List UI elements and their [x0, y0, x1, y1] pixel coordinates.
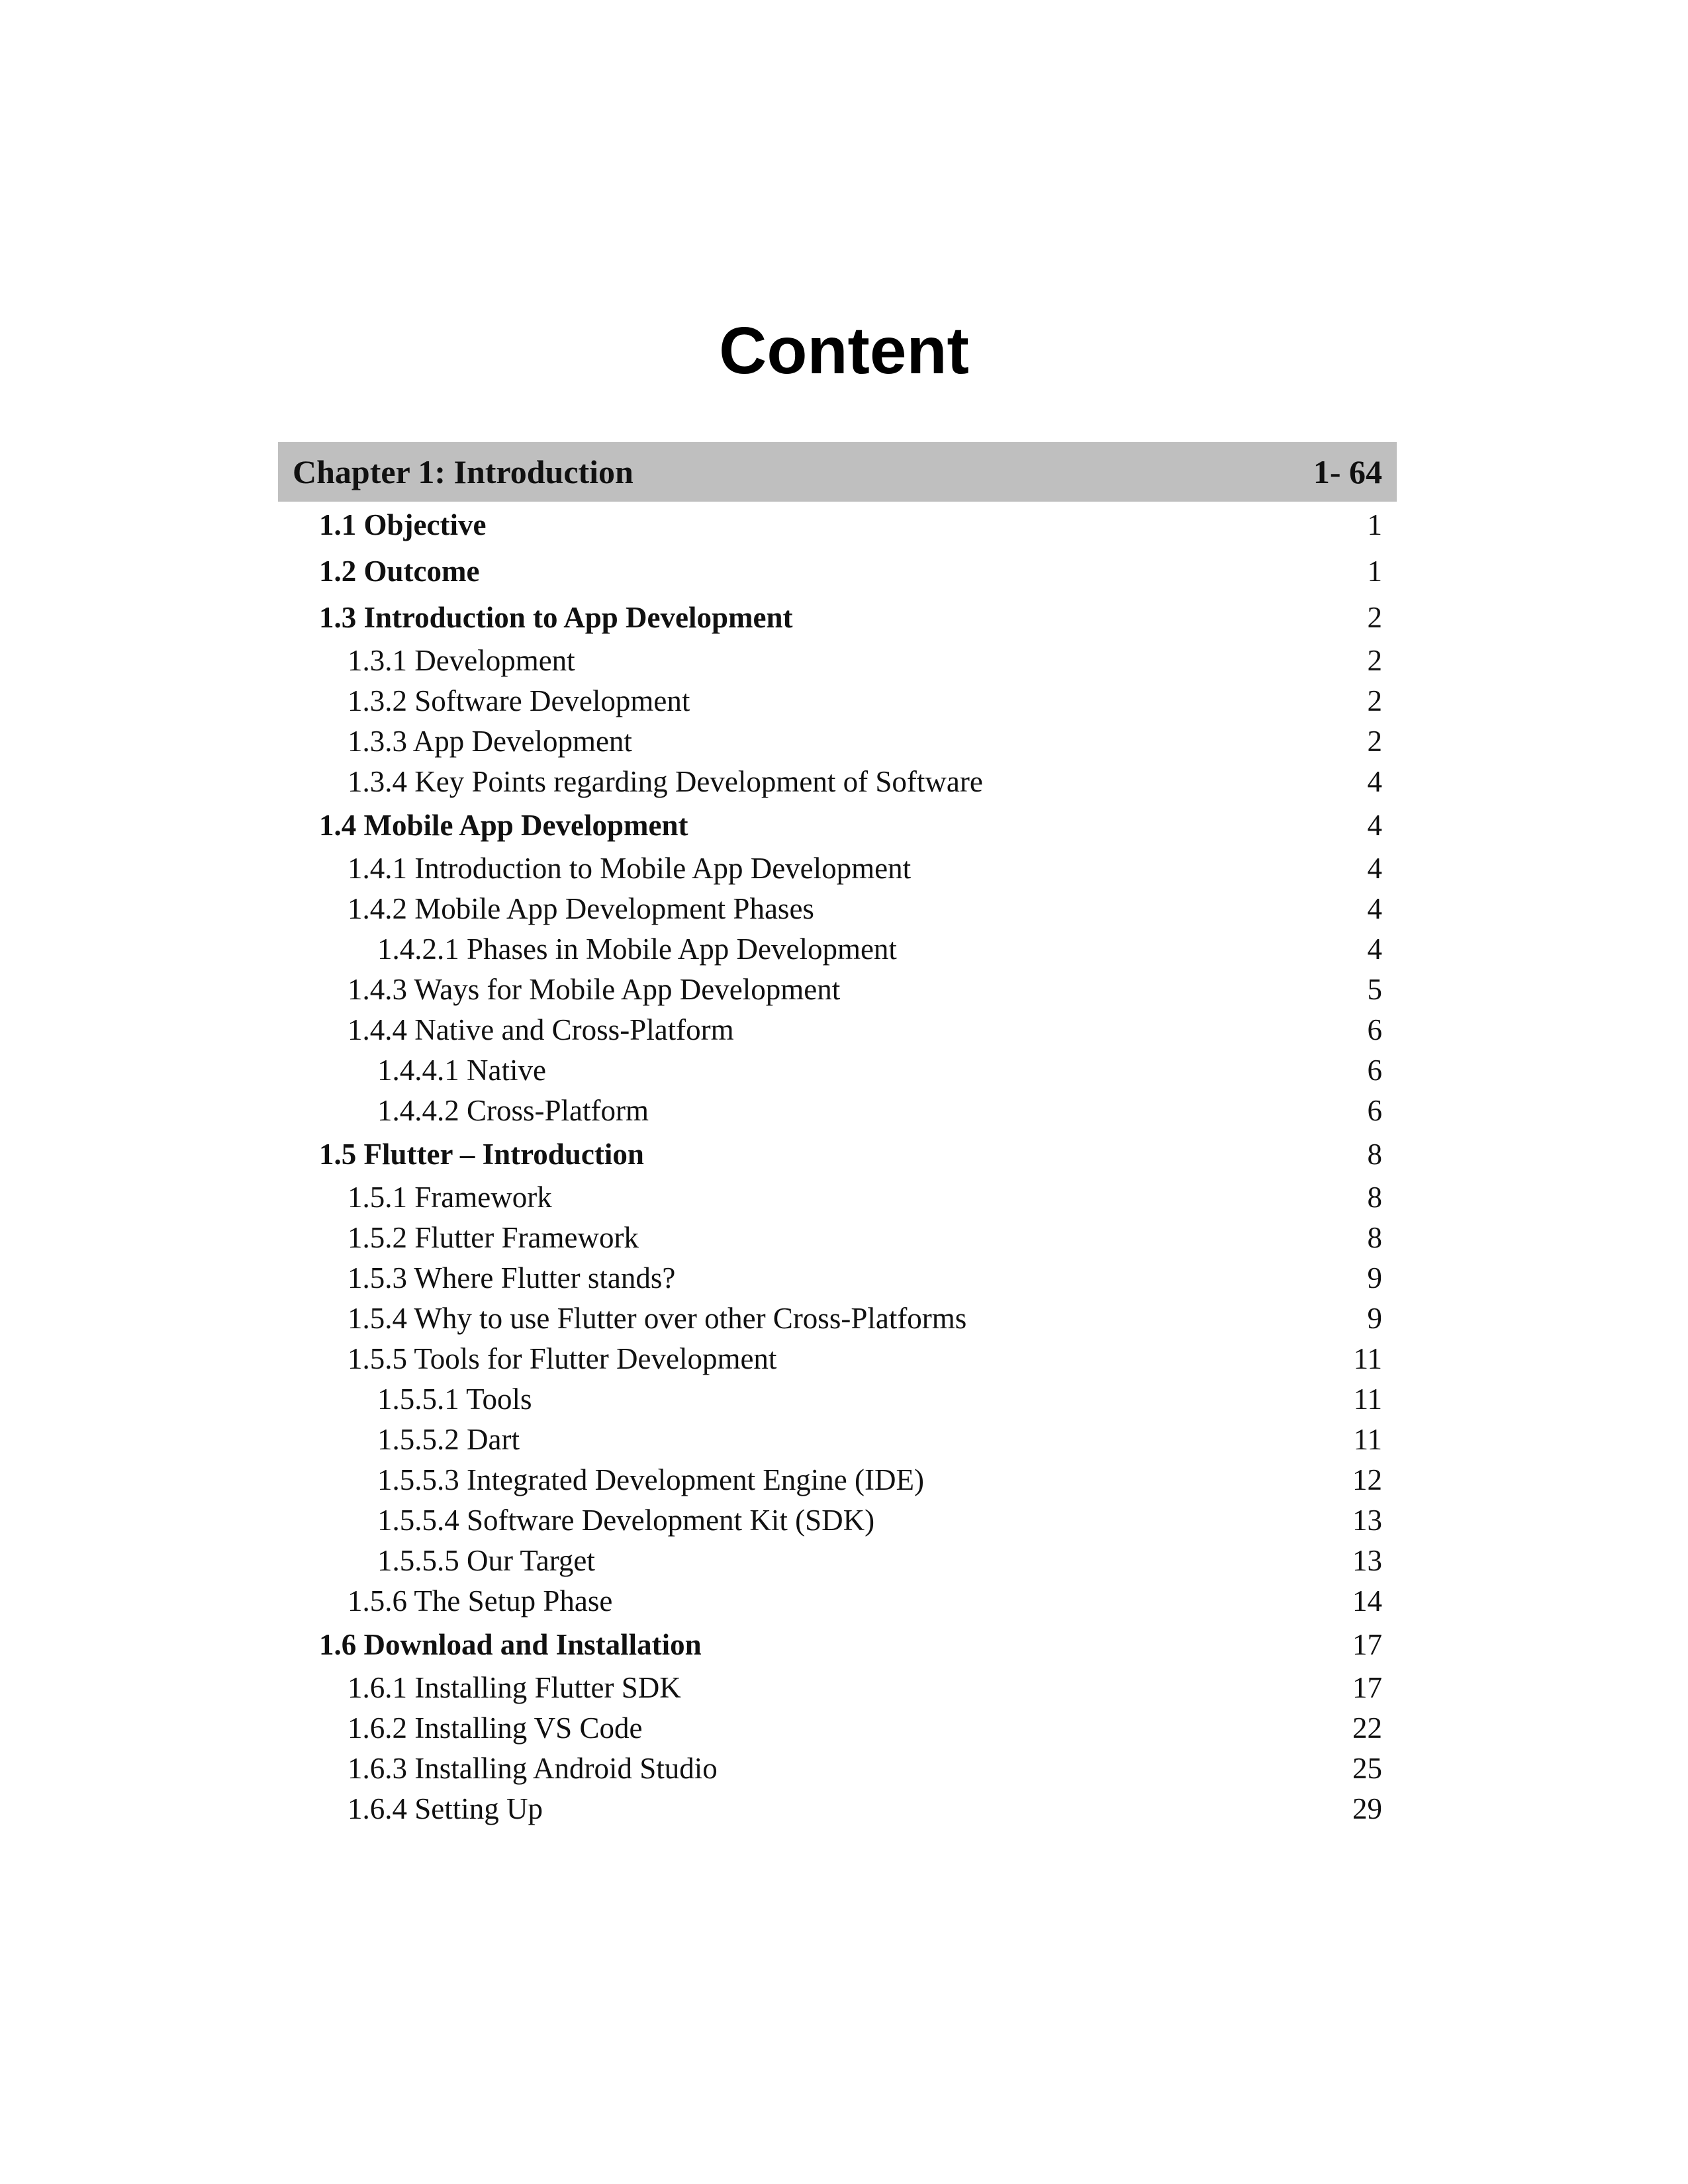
toc-entry[interactable]: [278, 929, 1382, 970]
toc-entry-title: 1.3.3 App Development: [348, 725, 632, 758]
toc-entry-title: 1.2 Outcome: [319, 555, 480, 588]
toc-entry[interactable]: [278, 889, 1382, 929]
toc-entry-title: 1.4.1 Introduction to Mobile App Development: [348, 852, 912, 885]
toc-entry[interactable]: [278, 802, 1382, 848]
toc-entry[interactable]: [278, 548, 1382, 594]
toc-entry-page: 11: [1353, 1423, 1382, 1456]
toc-entry[interactable]: [278, 1218, 1382, 1258]
toc-entry-page: 22: [1352, 1711, 1382, 1745]
toc-entry-page: 5: [1367, 973, 1382, 1006]
toc-entry[interactable]: [278, 1177, 1382, 1218]
chapter-header[interactable]: [278, 442, 1397, 502]
toc-entry-page: 2: [1367, 644, 1382, 677]
chapter-page-range: 1- 64: [1313, 453, 1382, 490]
toc-entry[interactable]: [278, 1708, 1382, 1749]
toc-entry[interactable]: [278, 594, 1382, 641]
toc-entry-page: 29: [1352, 1792, 1382, 1825]
toc-entry-title: 1.4.4.1 Native: [377, 1054, 546, 1087]
toc-entry-title: 1.3.2 Software Development: [348, 684, 690, 717]
toc-entry-title: 1.4.4 Native and Cross-Platform: [348, 1013, 734, 1046]
toc-entry[interactable]: [278, 721, 1382, 762]
toc-entry[interactable]: [278, 1010, 1382, 1050]
toc-entry-page: 6: [1367, 1054, 1382, 1087]
toc-entry-title: 1.5 Flutter – Introduction: [319, 1138, 644, 1171]
page-title: Content: [719, 314, 969, 388]
chapter-title: Chapter 1: Introduction: [293, 453, 633, 490]
toc-entry-page: 8: [1367, 1221, 1382, 1254]
toc-entry-title: 1.4 Mobile App Development: [319, 809, 688, 842]
toc-entry-page: 25: [1352, 1752, 1382, 1785]
toc-entry-page: 9: [1367, 1261, 1382, 1295]
toc-entry-title: 1.5.1 Framework: [348, 1181, 552, 1214]
toc-entry-title: 1.1 Objective: [319, 508, 487, 541]
toc-entry-title: 1.4.4.2 Cross-Platform: [377, 1094, 649, 1127]
toc-entry-page: 17: [1352, 1628, 1382, 1661]
toc-entry[interactable]: [278, 1789, 1382, 1829]
toc-entry[interactable]: [278, 681, 1382, 721]
toc-entry[interactable]: [278, 641, 1382, 681]
toc-entry-title: 1.5.5.1 Tools: [377, 1383, 532, 1416]
toc-entry[interactable]: [278, 1621, 1382, 1668]
toc-entry-page: 11: [1353, 1342, 1382, 1375]
toc-entry[interactable]: [278, 848, 1382, 889]
toc-entry-page: 1: [1367, 555, 1382, 588]
toc-entry[interactable]: [278, 502, 1382, 548]
toc-entry-title: 1.5.6 The Setup Phase: [348, 1584, 613, 1617]
toc-entry-title: 1.6.1 Installing Flutter SDK: [348, 1671, 681, 1704]
toc-entry-title: 1.5.5 Tools for Flutter Development: [348, 1342, 777, 1375]
toc-entry-page: 8: [1367, 1138, 1382, 1171]
toc-entry[interactable]: [278, 1460, 1382, 1500]
toc-entry-title: 1.5.5.3 Integrated Development Engine (IDE): [377, 1463, 924, 1496]
toc-entry-title: 1.6.4 Setting Up: [348, 1792, 543, 1825]
toc-entry-page: 6: [1367, 1013, 1382, 1046]
toc-entry[interactable]: [278, 1668, 1382, 1708]
toc-entry[interactable]: [278, 1131, 1382, 1177]
toc-entry-page: 2: [1367, 725, 1382, 758]
toc-entry[interactable]: [278, 970, 1382, 1010]
toc-entry[interactable]: [278, 1050, 1382, 1091]
toc-entry-page: 4: [1367, 765, 1382, 798]
toc-entry-page: 1: [1367, 508, 1382, 541]
toc-entry-title: 1.6.2 Installing VS Code: [348, 1711, 643, 1745]
toc-entry-title: 1.3 Introduction to App Development: [319, 601, 793, 634]
toc-entry-title: 1.5.2 Flutter Framework: [348, 1221, 639, 1254]
toc-entry-page: 4: [1367, 809, 1382, 842]
toc-entry-title: 1.6 Download and Installation: [319, 1628, 702, 1661]
toc-entry[interactable]: [278, 1258, 1382, 1298]
toc-entry-page: 14: [1352, 1584, 1382, 1617]
toc-entry[interactable]: [278, 1298, 1382, 1339]
toc-entry-page: 4: [1367, 933, 1382, 966]
toc-entry-title: 1.3.1 Development: [348, 644, 575, 677]
toc-entry[interactable]: [278, 1581, 1382, 1621]
toc-entries: [278, 502, 1397, 1829]
toc-entry-page: 13: [1352, 1504, 1382, 1537]
toc-entry-page: 6: [1367, 1094, 1382, 1127]
toc-entry-page: 12: [1352, 1463, 1382, 1496]
toc-entry[interactable]: [278, 1339, 1382, 1379]
toc-entry[interactable]: [278, 1541, 1382, 1581]
table-of-contents: [278, 442, 1397, 1829]
toc-entry-title: 1.3.4 Key Points regarding Development of Software: [348, 765, 983, 798]
toc-entry[interactable]: [278, 1379, 1382, 1420]
toc-entry[interactable]: [278, 1091, 1382, 1131]
toc-entry-page: 17: [1352, 1671, 1382, 1704]
toc-entry-title: 1.4.2 Mobile App Development Phases: [348, 892, 814, 925]
toc-entry-page: 2: [1367, 684, 1382, 717]
toc-entry[interactable]: [278, 1420, 1382, 1460]
toc-entry-page: 4: [1367, 852, 1382, 885]
toc-entry-title: 1.6.3 Installing Android Studio: [348, 1752, 718, 1785]
toc-entry-page: 13: [1352, 1544, 1382, 1577]
toc-entry[interactable]: [278, 762, 1382, 802]
toc-entry[interactable]: [278, 1500, 1382, 1541]
toc-entry-title: 1.4.2.1 Phases in Mobile App Development: [377, 933, 897, 966]
toc-entry-title: 1.5.4 Why to use Flutter over other Cross-Platforms: [348, 1302, 967, 1335]
toc-entry-title: 1.5.5.5 Our Target: [377, 1544, 595, 1577]
toc-entry[interactable]: [278, 1749, 1382, 1789]
toc-entry-title: 1.4.3 Ways for Mobile App Development: [348, 973, 841, 1006]
toc-entry-page: 8: [1367, 1181, 1382, 1214]
toc-entry-title: 1.5.5.2 Dart: [377, 1423, 520, 1456]
toc-entry-page: 9: [1367, 1302, 1382, 1335]
toc-entry-page: 11: [1353, 1383, 1382, 1416]
toc-entry-title: 1.5.5.4 Software Development Kit (SDK): [377, 1504, 875, 1537]
toc-entry-page: 2: [1367, 601, 1382, 634]
toc-entry-title: 1.5.3 Where Flutter stands?: [348, 1261, 676, 1295]
toc-entry-page: 4: [1367, 892, 1382, 925]
